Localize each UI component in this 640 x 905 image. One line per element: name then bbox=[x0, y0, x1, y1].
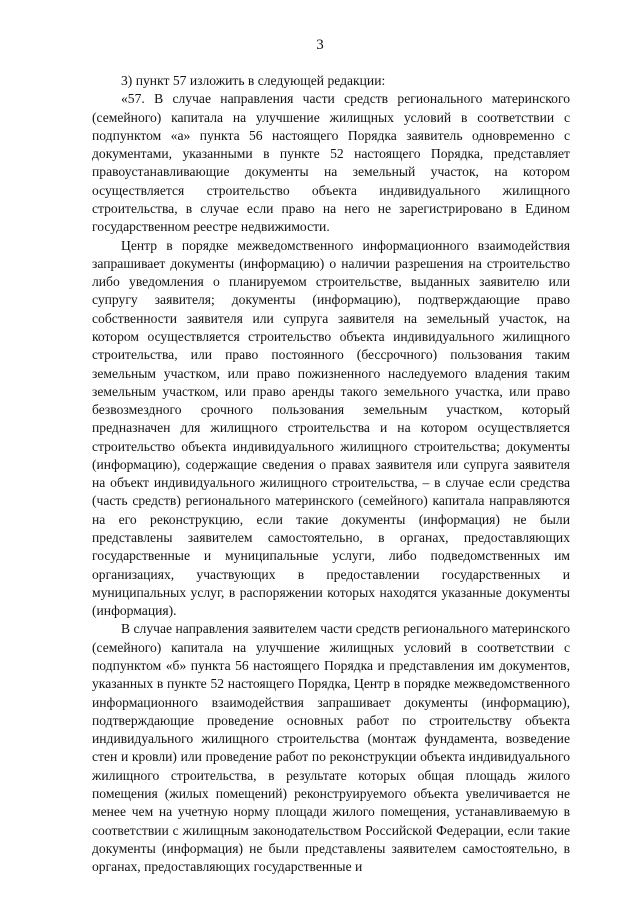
paragraph-clause-57: «57. В случае направления части средств регионального материнского (семейного) капитала на улучшение жилищных условий в соответствии с подпунктом «а» пункта 56 настоящего Порядка заявитель одновременно с документами, указанными в пункте 52 настоящего Порядка, представляет правоустанавливающие документы на земельный участок, на котором осуществляется строительство объекта индивидуального жилищного строительства, в случае если право на него не зарегистрировано в Едином государственном реестре недвижимости. bbox=[92, 91, 570, 235]
paragraph-amendment-intro: 3) пункт 57 изложить в следующей редакции: bbox=[121, 73, 386, 88]
paragraph-center-requests: Центр в порядке межведомственного информационного взаимодействия запрашивает документы (информацию) о наличии разрешения на строительство либо уведомления о планируемом строительстве, выданных заявителю или супругу заявителя; документы (информацию), подтверждающие право собственности заявителя или супруга заявителя на земельный участок, на котором осуществляется строительство объекта индивидуального жилищного строительства, или право постоянного (бессрочного) пользования таким земельным участком, или право пожизненного наследуемого владения таким земельным участком, или право аренды такого земельного участка, или право безвозмездного срочного пользования земельным участком, который предназначен для жилищного строительства и на котором осуществляется строительство объекта индивидуального жилищного строительства; документы (информацию), содержащие сведения о правах заявителя или супруга заявителя на объект индивидуального жилищного строительства, – в случае если средства (часть средств) регионального материнского (семейного) капитала направляются на его реконструкцию, если такие документы (информация) не были представлены заявителем самостоятельно, в органах, предоставляющих государственные и муниципальные услуги, либо подведомственных им организациях, участвующих в предоставлении государственных и муниципальных услуг, в распоряжении которых находятся указанные документы (информация). bbox=[92, 237, 570, 619]
page-number: 3 bbox=[316, 37, 324, 53]
document-body bbox=[92, 72, 570, 876]
paragraph-subclause-b: В случае направления заявителем части средств регионального материнского (семейного) капитала на улучшение жилищных условий в соответствии с подпунктом «б» пункта 56 настоящего Порядка и представления им документов, указанных в пункте 52 настоящего Порядка, Центр в порядке межведомственного информационного взаимодействия запрашивает документы (информацию), подтверждающие проведение основных работ по строительству объекта индивидуального жилищного строительства (монтаж фундамента, возведение стен и кровли) или проведение работ по реконструкции объекта индивидуального жилищного строительства, в результате которых общая площадь жилого помещения (жилых помещений) реконструируемого объекта увеличивается не менее чем на учетную норму площади жилого помещения, устанавливаемую в соответствии с жилищным законодательством Российской Федерации, если такие документы (информация) не были представлены заявителем самостоятельно, в органах, предоставляющих государственные и bbox=[92, 621, 570, 875]
